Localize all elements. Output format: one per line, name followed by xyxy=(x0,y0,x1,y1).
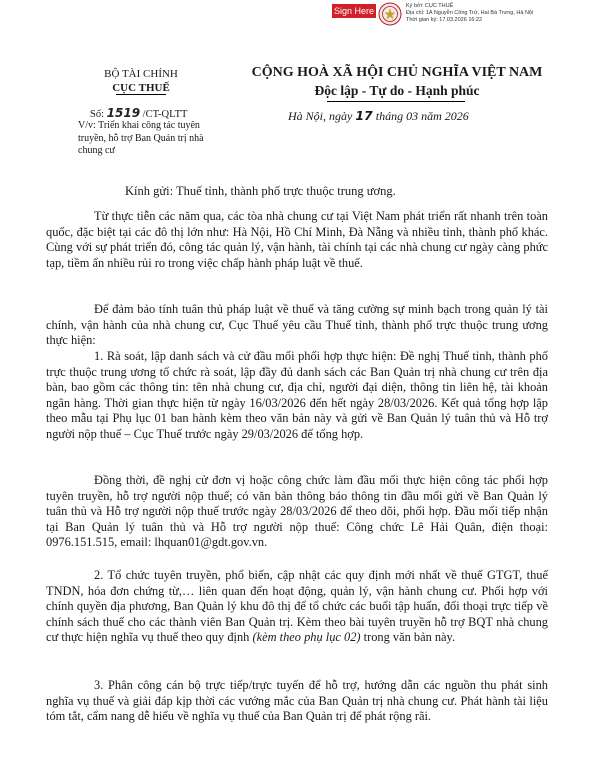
nation-title: CỘNG HOÀ XÃ HỘI CHỦ NGHĨA VIỆT NAM xyxy=(251,65,543,80)
header-underline-right xyxy=(327,101,465,102)
number-handwritten: 1519 xyxy=(106,106,141,120)
paragraph-2: Để đảm bảo tính tuân thủ pháp luật về thuế và tăng cường sự minh bạch trong quản lý tài chính, vận hành của nhà chung cư, Cục Thuế yêu cầu Thuế tỉnh, thành phố trực thuộc trung ương thực hiện: xyxy=(46,302,548,348)
signature-info xyxy=(406,3,586,24)
header-underline-left xyxy=(116,94,166,95)
date-prefix: Hà Nội, ngày xyxy=(288,109,353,123)
paragraph-3: 1. Rà soát, lập danh sách và cử đầu mối phối hợp thực hiện: Đề nghị Thuế tỉnh, thành phố trực thuộc trung ương tổ chức rà soát, lập đầy đủ danh sách các Ban Quản trị nhà chung cư trên địa bàn, bao gồm các thông tin: tên nhà chung cư, địa chỉ, người đại diện, thông tin liên hệ, tài khoản ngân hàng. Thời gian thực hiện từ ngày 16/03/2026 đến hết ngày 28/03/2026. Kết quả tổng hợp lập theo mẫu tại Phụ lục 01 ban hành kèm theo văn bản này và gửi về Ban Quản lý tuân thủ và Hỗ trợ người nộp thuế – Cục Thuế trước ngày 29/03/2026 để tổng hợp. xyxy=(46,349,548,441)
document-subject: V/v: Triển khai công tác tuyên truyền, hỗ trợ Ban Quản trị nhà chung cư xyxy=(78,120,204,156)
sign-here-button[interactable]: Sign Here xyxy=(333,6,375,16)
ministry-name: BỘ TÀI CHÍNH xyxy=(104,68,178,80)
document-number xyxy=(90,106,187,120)
document-date xyxy=(288,108,538,124)
department-name: CỤC THUẾ xyxy=(112,82,170,94)
paragraph-5-end: trong văn bản này. xyxy=(360,630,456,645)
digital-signature xyxy=(332,2,584,28)
paragraph-5-italic: (kèm theo phụ lục 02) xyxy=(252,630,361,645)
recipient-line: Kính gửi: Thuế tỉnh, thành phố trực thuộc trung ương. xyxy=(125,184,396,198)
paragraph-4: Đồng thời, đề nghị cử đơn vị hoặc công chức làm đầu mối thực hiện công tác phối hợp tuyên truyền, hỗ trợ người nộp thuế; có văn bản thông báo thông tin đầu mối gửi về Ban Quản lý tuân thủ và Hỗ trợ người nộp thuế trước ngày 28/03/2026 để theo dõi, phối hợp. Đầu mối tiếp nhận tại Ban Quản lý tuân thủ và Hỗ trợ người nộp thuế: Công chức Lê Hải Quân, điện thoại: 0976.151.515, email: lhquan01@gdt.gov.vn. xyxy=(46,473,548,550)
paragraph-5 xyxy=(46,568,548,646)
paragraph-5-text: 2. Tổ chức tuyên truyền, phổ biến, cập nhật các quy định mới nhất về thuế GTGT, thuế TNDN, hóa đơn chứng từ,… liên quan đến hoạt động, quản lý, vận hành chung cư. Phối hợp với chính quyền địa phương, Ban Quản lý khu đô thị để tổ chức các buổi tập huấn, đối thoại trực tiếp về chính sách thuế cho các thành viên Ban Quản trị. Kèm theo bài tuyên truyền hỗ trợ BQT nhà chung cư thực hiện nghĩa vụ thuế theo quy định xyxy=(46,568,548,645)
number-prefix: Số: xyxy=(90,109,105,120)
signature-signer: Ký bởi: CỤC THUẾ xyxy=(406,3,454,9)
motto: Độc lập - Tự do - Hạnh phúc xyxy=(314,83,480,98)
date-day-handwritten: 17 xyxy=(355,108,373,123)
date-suffix: tháng 03 năm 2026 xyxy=(375,109,469,123)
signature-address: Địa chỉ: 1A Nguyễn Công Trứ, Hai Bà Trưng, Hà Nội xyxy=(406,10,534,16)
seal-icon xyxy=(378,2,402,26)
number-suffix: /CT-QLTT xyxy=(142,109,188,120)
signature-time: Thời gian ký: 17.03.2026 16:22 xyxy=(406,17,483,23)
paragraph-1: Từ thực tiễn các năm qua, các tòa nhà chung cư tại Việt Nam phát triển rất nhanh trên toàn quốc, đặc biệt tại các đô thị lớn như: Hà Nội, Hồ Chí Minh, Đà Nẵng và nhiều tỉnh, thành phố khác. Cùng với sự phát triển đó, công tác quản lý, vận hành, tài chính tại các nhà chung cư ngày càng phức tạp, tiềm ẩn nhiều rủi ro trong việc chấp hành pháp luật về thuế. xyxy=(46,209,548,270)
paragraph-6: 3. Phân công cán bộ trực tiếp/trực tuyến để hỗ trợ, hướng dẫn các nguồn thu phát sinh nghĩa vụ thuế và giải đáp kịp thời các vướng mắc của Ban Quản trị nhà chung cư. Phát hành tài liệu tóm tắt, cẩm nang dễ hiểu về nghĩa vụ thuế của Ban Quản trị để phát rộng rãi. xyxy=(46,678,548,724)
